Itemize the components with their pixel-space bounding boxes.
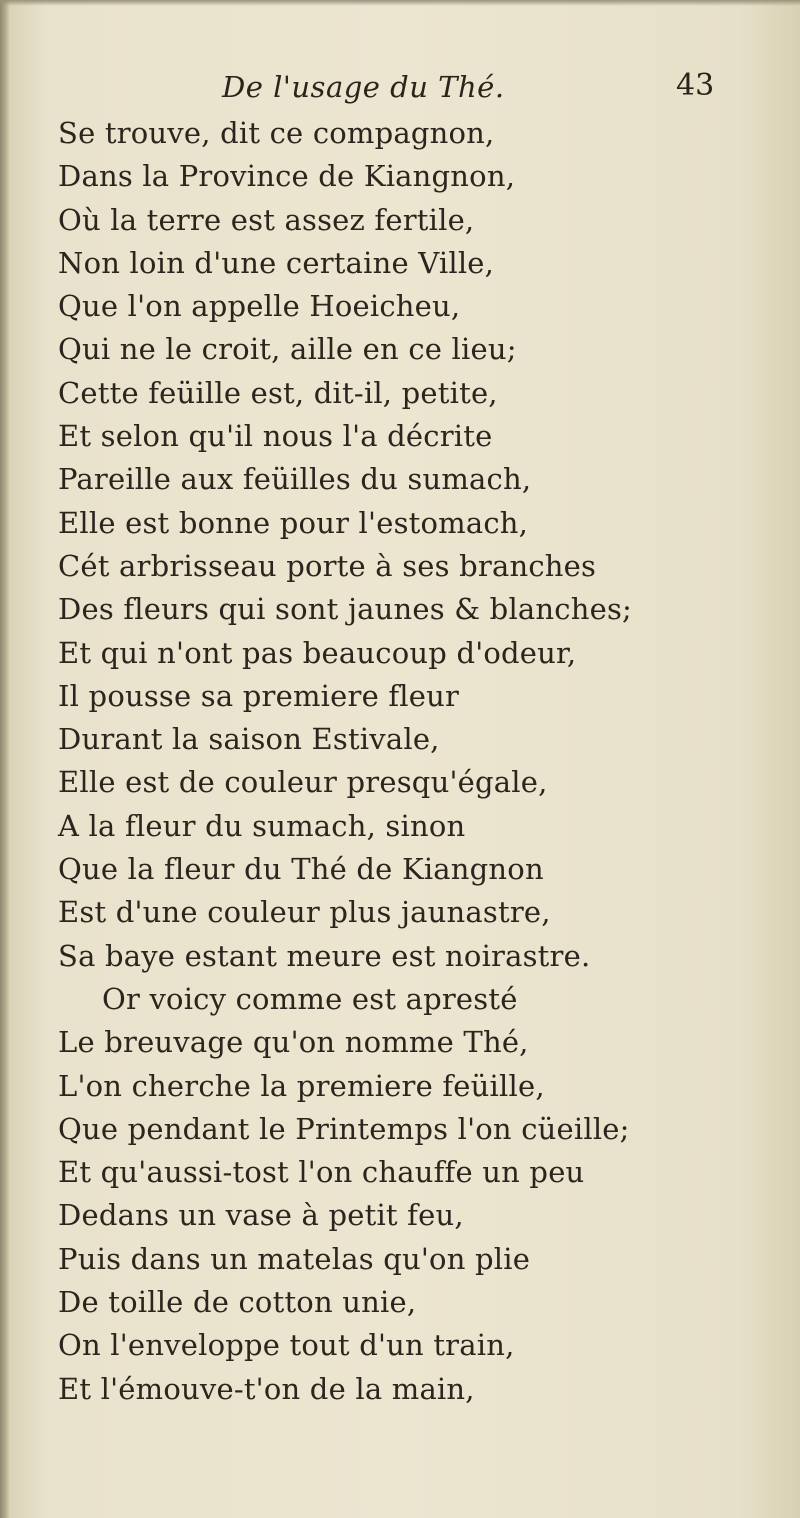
running-title: De l'usage du Thé. [222, 70, 505, 104]
poem-line: Et qui n'ont pas beaucoup d'odeur, [58, 635, 577, 670]
poem-line: Et selon qu'il nous l'a décrite [58, 419, 493, 454]
poem-line: Pareille aux feüilles du sumach, [58, 462, 532, 497]
poem-line: Puis dans un matelas qu'on plie [58, 1241, 531, 1276]
poem-line: De toille de cotton unie, [58, 1285, 417, 1320]
poem-line: Sa baye estant meure est noirastre. [58, 938, 591, 973]
poem-line: Et qu'aussi-tost l'on chauffe un peu [58, 1155, 585, 1190]
page-header [0, 66, 800, 112]
page-binding-edge [0, 0, 10, 1518]
poem-line: Elle est de couleur presqu'égale, [58, 765, 548, 800]
poem-line: A la fleur du sumach, sinon [58, 808, 466, 843]
poem-line: Que pendant le Printemps l'on cüeille; [58, 1111, 630, 1146]
poem-line: Et l'émouve-t'on de la main, [58, 1371, 475, 1406]
poem-line: L'on cherche la premiere feüille, [58, 1068, 545, 1103]
page-top-edge [0, 0, 800, 6]
poem-line: Le breuvage qu'on nomme Thé, [58, 1025, 529, 1060]
poem-line: Qui ne le croit, aille en ce lieu; [58, 332, 517, 367]
poem-line: Dans la Province de Kiangnon, [58, 159, 516, 194]
poem-line: Durant la saison Estivale, [58, 722, 440, 757]
poem-line: Il pousse sa premiere fleur [58, 678, 460, 713]
poem-line: Non loin d'une certaine Ville, [58, 245, 495, 280]
poem-line: On l'enveloppe tout d'un train, [58, 1328, 515, 1363]
poem-line-indented: Or voicy comme est apresté [102, 981, 518, 1016]
poem-line: Où la terre est assez fertile, [58, 202, 475, 237]
poem-line: Dedans un vase à petit feu, [58, 1198, 464, 1233]
poem-line: Que l'on appelle Hoeicheu, [58, 289, 461, 324]
poem-line: Des fleurs qui sont jaunes & blanches; [58, 592, 633, 627]
poem-line: Que la fleur du Thé de Kiangnon [58, 852, 544, 887]
poem-line: Cette feüille est, dit-il, petite, [58, 375, 498, 410]
poem-line: Elle est bonne pour l'estomach, [58, 505, 529, 540]
poem-line: Se trouve, dit ce compagnon, [58, 116, 495, 150]
poem-line: Est d'une couleur plus jaunastre, [58, 895, 551, 930]
poem-line: Cét arbrisseau porte à ses branches [58, 548, 597, 583]
page-number: 43 [676, 68, 715, 103]
poem-text [58, 112, 790, 1411]
